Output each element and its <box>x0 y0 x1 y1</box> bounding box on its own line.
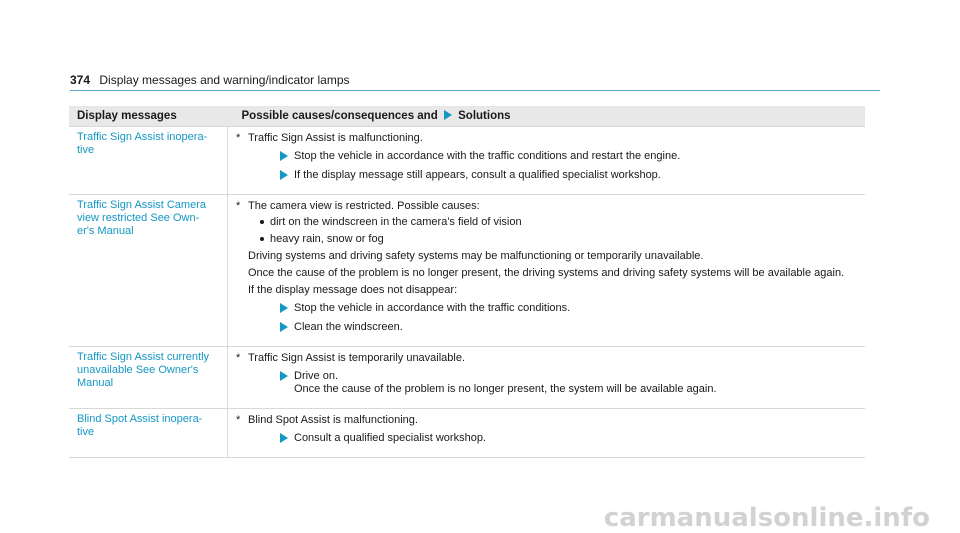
table-row <box>69 127 865 195</box>
page-header <box>70 73 880 91</box>
solution-step <box>236 169 857 182</box>
solution-step <box>236 370 857 396</box>
display-message: Traffic Sign Assist currently unavailable See Owner's Manual <box>69 347 228 409</box>
cause-line <box>236 200 857 213</box>
asterisk-marker: * <box>236 132 241 144</box>
display-messages-table <box>69 106 865 458</box>
col-header-causes-solutions <box>228 106 866 127</box>
asterisk-marker: * <box>236 200 241 212</box>
solution-step <box>236 150 857 163</box>
solution-arrow-icon <box>280 371 288 381</box>
cause-text: Blind Spot Assist is malfunctioning. <box>248 414 418 426</box>
bullet-dot-icon <box>260 237 264 241</box>
cause-line <box>236 414 857 427</box>
cause-text: Traffic Sign Assist is temporarily unavailable. <box>248 352 466 364</box>
table-header-row <box>69 106 865 127</box>
display-message: Blind Spot Assist inopera- tive <box>69 409 228 458</box>
solution-text: Stop the vehicle in accordance with the traffic conditions and restart the engine. <box>294 150 681 162</box>
causes-solutions-cell <box>228 195 866 347</box>
cause-bullet <box>236 233 857 246</box>
solution-arrow-icon <box>280 322 288 332</box>
page-header-title: Display messages and warning/indicator lamps <box>99 73 350 87</box>
info-paragraph: Driving systems and driving safety systems may be malfunctioning or temporarily unavailable. <box>248 250 704 262</box>
solution-arrow-icon <box>280 303 288 313</box>
causes-solutions-cell <box>228 347 866 409</box>
page-number: 374 <box>70 73 91 87</box>
solution-text: Drive on. Once the cause of the problem is no longer present, the system will be available again. <box>294 370 717 395</box>
solution-text: Stop the vehicle in accordance with the traffic conditions. <box>294 302 571 314</box>
bullet-text: heavy rain, snow or fog <box>270 233 384 245</box>
cause-text: Traffic Sign Assist is malfunctioning. <box>248 132 423 144</box>
info-paragraph: If the display message does not disappear: <box>248 284 458 296</box>
table-row <box>69 409 865 458</box>
col-header-causes-label: Possible causes/consequences and <box>241 109 438 122</box>
cause-line <box>236 352 857 365</box>
display-message: Traffic Sign Assist Camera view restricted See Own- er's Manual <box>69 195 228 347</box>
causes-solutions-cell <box>228 127 866 195</box>
solution-arrow-icon <box>444 110 452 120</box>
table-row <box>69 347 865 409</box>
bullet-dot-icon <box>260 220 264 224</box>
table-body <box>69 127 865 458</box>
display-message: Traffic Sign Assist inopera- tive <box>69 127 228 195</box>
solution-arrow-icon <box>280 151 288 161</box>
bullet-text: dirt on the windscreen in the camera's field of vision <box>270 216 522 228</box>
solution-step <box>236 302 857 315</box>
solution-step <box>236 432 857 445</box>
causes-solutions-cell <box>228 409 866 458</box>
solution-text: Consult a qualified specialist workshop. <box>294 432 486 444</box>
cause-line <box>236 132 857 145</box>
col-header-solutions-label: Solutions <box>458 109 511 122</box>
solution-text: Clean the windscreen. <box>294 321 403 333</box>
solution-arrow-icon <box>280 170 288 180</box>
col-header-display-messages: Display messages <box>69 106 228 127</box>
solution-step <box>236 321 857 334</box>
cause-bullet <box>236 216 857 229</box>
info-paragraph: Once the cause of the problem is no longer present, the driving systems and driving safety systems will be available again. <box>248 267 845 279</box>
asterisk-marker: * <box>236 352 241 364</box>
cause-text: The camera view is restricted. Possible causes: <box>248 200 480 212</box>
watermark-text: carmanualsonline.info <box>603 503 930 533</box>
solution-text: If the display message still appears, consult a qualified specialist workshop. <box>294 169 661 181</box>
asterisk-marker: * <box>236 414 241 426</box>
solution-arrow-icon <box>280 433 288 443</box>
table-row <box>69 195 865 347</box>
